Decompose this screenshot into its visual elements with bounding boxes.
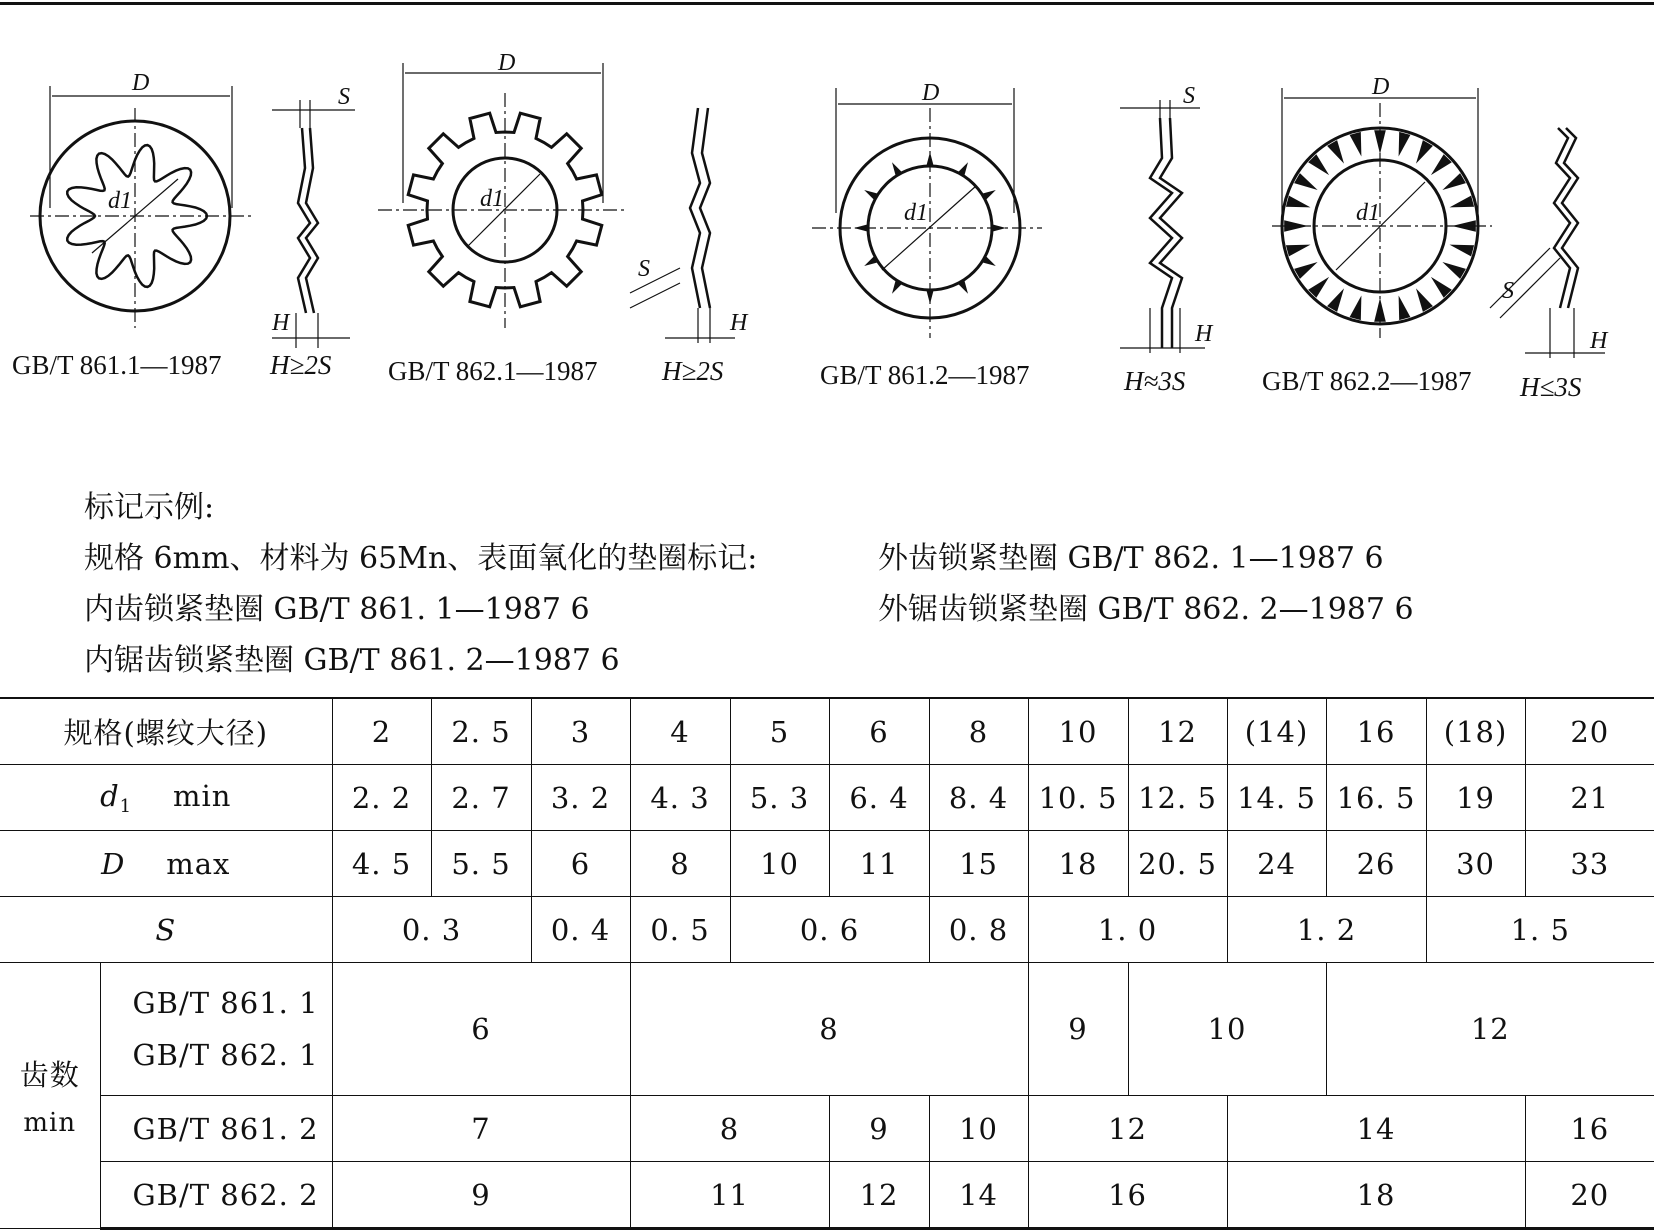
d1-label bbox=[0, 765, 332, 831]
d1-subscript: 1 bbox=[119, 795, 133, 817]
dim-d1-label: d1 bbox=[108, 188, 132, 214]
washer-862-1-drawing bbox=[380, 8, 780, 348]
teeth-c-cell: 12 bbox=[829, 1162, 929, 1229]
S-cell: 1. 0 bbox=[1028, 897, 1227, 963]
serration-tooth bbox=[1350, 132, 1362, 157]
dim-S-label: S bbox=[338, 84, 350, 110]
D-cell: 8 bbox=[630, 831, 730, 897]
d1-cell: 6. 4 bbox=[829, 765, 929, 831]
teeth-a-cell: 12 bbox=[1326, 963, 1654, 1096]
washer-861-1-drawing bbox=[0, 8, 380, 348]
D-cell: 15 bbox=[929, 831, 1028, 897]
teeth-b-cell: 9 bbox=[829, 1096, 929, 1162]
spec-table bbox=[0, 697, 1654, 1230]
figure-861-2 bbox=[800, 8, 1220, 362]
teeth-c-cell: 14 bbox=[929, 1162, 1028, 1229]
spec-cell: 6 bbox=[829, 698, 929, 765]
marking-line1-right: 外齿锁紧垫圈 GB/T 862. 1—1987 6 bbox=[878, 541, 1384, 576]
S-cell: 0. 3 bbox=[332, 897, 531, 963]
top-rule bbox=[0, 2, 1654, 5]
teeth-a-cell: 10 bbox=[1128, 963, 1326, 1096]
teeth-c-cell: 16 bbox=[1028, 1162, 1227, 1229]
D-row bbox=[0, 831, 1654, 897]
spec-cell: 8 bbox=[929, 698, 1028, 765]
teeth-c-cell: 20 bbox=[1525, 1162, 1654, 1229]
d1-cell: 4. 3 bbox=[630, 765, 730, 831]
std-861-2: GB/T 861. 2 bbox=[100, 1096, 332, 1162]
std-861-1: GB/T 861. 1 bbox=[132, 986, 319, 1020]
spec-cell: 16 bbox=[1326, 698, 1426, 765]
S-cell: 0. 8 bbox=[929, 897, 1028, 963]
marking-heading: 标记示例: bbox=[84, 490, 215, 525]
D-cell: 20. 5 bbox=[1128, 831, 1227, 897]
d1-symbol: d bbox=[100, 778, 120, 813]
S-cell: 0. 6 bbox=[730, 897, 929, 963]
d1-cell: 14. 5 bbox=[1227, 765, 1326, 831]
d1-qualifier: min bbox=[172, 778, 232, 813]
D-cell: 26 bbox=[1326, 831, 1426, 897]
figure-862-1-caption: GB/T 862.1—1987 bbox=[388, 356, 598, 386]
figure-862-2-h-note: H≤3S bbox=[1520, 372, 1582, 402]
figure-861-1-h-note: H≥2S bbox=[270, 350, 332, 380]
spec-cell: 2. 5 bbox=[431, 698, 531, 765]
D-cell: 24 bbox=[1227, 831, 1326, 897]
d1-cell: 3. 2 bbox=[531, 765, 630, 831]
dim-H-label: H bbox=[730, 310, 748, 336]
dim-D-label: D bbox=[1372, 74, 1390, 100]
dim-D-label: D bbox=[922, 80, 940, 106]
d1-cell: 10. 5 bbox=[1028, 765, 1128, 831]
figure-862-1-h-note: H≥2S bbox=[662, 356, 724, 386]
dim-S-label: S bbox=[1183, 83, 1195, 109]
teeth-row-c bbox=[0, 1162, 1654, 1229]
teeth-c-cell: 11 bbox=[630, 1162, 829, 1229]
dim-S-label: S bbox=[1502, 278, 1514, 304]
d1-cell: 16. 5 bbox=[1326, 765, 1426, 831]
serration-tooth bbox=[1399, 132, 1411, 157]
dim-d1-label: d1 bbox=[904, 200, 928, 226]
D-label bbox=[0, 831, 332, 897]
teeth-c-cell: 9 bbox=[332, 1162, 630, 1229]
serration-tooth bbox=[1286, 196, 1311, 208]
D-symbol: D bbox=[101, 846, 126, 881]
serration-tooth bbox=[1450, 196, 1475, 208]
spec-cell: (18) bbox=[1426, 698, 1525, 765]
spec-row bbox=[0, 698, 1654, 765]
serration-tooth bbox=[1399, 296, 1411, 321]
D-cell: 33 bbox=[1525, 831, 1654, 897]
marking-examples bbox=[84, 482, 1624, 686]
serration-tooth bbox=[1350, 296, 1362, 321]
marking-line3-left: 内锯齿锁紧垫圈 GB/T 861. 2—1987 6 bbox=[84, 643, 620, 678]
dim-d1-label: d1 bbox=[480, 186, 504, 212]
teeth-row-a bbox=[0, 963, 1654, 1096]
spec-cell: 3 bbox=[531, 698, 630, 765]
teeth-c-cell: 18 bbox=[1227, 1162, 1525, 1229]
teeth-b-cell: 8 bbox=[630, 1096, 829, 1162]
S-cell: 0. 4 bbox=[531, 897, 630, 963]
teeth-b-cell: 12 bbox=[1028, 1096, 1227, 1162]
spec-cell: 2 bbox=[332, 698, 431, 765]
d1-row bbox=[0, 765, 1654, 831]
figure-861-2-caption: GB/T 861.2—1987 bbox=[820, 360, 1030, 390]
dim-H-label: H bbox=[272, 310, 290, 336]
dim-H-label: H bbox=[1195, 321, 1213, 347]
d1-cell: 8. 4 bbox=[929, 765, 1028, 831]
teeth-label-min: min bbox=[23, 1108, 77, 1138]
dim-S-label: S bbox=[638, 256, 650, 282]
d1-cell: 21 bbox=[1525, 765, 1654, 831]
serration-tooth bbox=[1450, 245, 1475, 257]
dim-D-label: D bbox=[132, 70, 150, 96]
D-cell: 4. 5 bbox=[332, 831, 431, 897]
d1-cell: 19 bbox=[1426, 765, 1525, 831]
D-cell: 6 bbox=[531, 831, 630, 897]
S-cell: 1. 5 bbox=[1426, 897, 1654, 963]
d1-cell: 5. 3 bbox=[730, 765, 829, 831]
spec-cell: 12 bbox=[1128, 698, 1227, 765]
dim-D-label: D bbox=[498, 50, 516, 76]
teeth-b-cell: 14 bbox=[1227, 1096, 1525, 1162]
teeth-b-cell: 16 bbox=[1525, 1096, 1654, 1162]
teeth-row-b bbox=[0, 1096, 1654, 1162]
D-cell: 18 bbox=[1028, 831, 1128, 897]
figure-862-2 bbox=[1260, 8, 1654, 362]
S-row bbox=[0, 897, 1654, 963]
teeth-a-cell: 6 bbox=[332, 963, 630, 1096]
marking-line1-left: 规格 6mm、材料为 65Mn、表面氧化的垫圈标记: bbox=[84, 541, 758, 576]
spec-cell: 4 bbox=[630, 698, 730, 765]
teeth-a-cell: 8 bbox=[630, 963, 1028, 1096]
S-cell: 0. 5 bbox=[630, 897, 730, 963]
spec-cell: 10 bbox=[1028, 698, 1128, 765]
d1-cell: 12. 5 bbox=[1128, 765, 1227, 831]
marking-line2-right: 外锯齿锁紧垫圈 GB/T 862. 2—1987 6 bbox=[878, 592, 1414, 627]
D-cell: 30 bbox=[1426, 831, 1525, 897]
D-cell: 10 bbox=[730, 831, 829, 897]
spec-label: 规格(螺纹大径) bbox=[0, 698, 332, 765]
std-label-a bbox=[100, 963, 332, 1096]
figure-862-1 bbox=[380, 8, 780, 352]
washer-861-2-drawing bbox=[800, 8, 1220, 358]
spec-cell: 20 bbox=[1525, 698, 1654, 765]
serration-tooth bbox=[1286, 245, 1311, 257]
teeth-label bbox=[0, 963, 100, 1229]
std-862-2: GB/T 862. 2 bbox=[100, 1162, 332, 1229]
spec-cell: (14) bbox=[1227, 698, 1326, 765]
spec-cell: 5 bbox=[730, 698, 829, 765]
washer-862-2-drawing bbox=[1260, 8, 1654, 358]
figure-862-2-caption: GB/T 862.2—1987 bbox=[1262, 366, 1472, 396]
teeth-label-cn: 齿数 bbox=[19, 1058, 80, 1092]
D-cell: 11 bbox=[829, 831, 929, 897]
D-qualifier: max bbox=[166, 846, 231, 881]
teeth-a-cell: 9 bbox=[1028, 963, 1128, 1096]
S-cell: 1. 2 bbox=[1227, 897, 1426, 963]
std-862-1: GB/T 862. 1 bbox=[132, 1038, 319, 1072]
figure-861-2-h-note: H≈3S bbox=[1124, 366, 1186, 396]
teeth-b-cell: 7 bbox=[332, 1096, 630, 1162]
marking-line2-left: 内齿锁紧垫圈 GB/T 861. 1—1987 6 bbox=[84, 592, 590, 627]
figure-861-1-caption: GB/T 861.1—1987 bbox=[12, 350, 222, 380]
D-cell: 5. 5 bbox=[431, 831, 531, 897]
figure-861-1 bbox=[0, 8, 380, 352]
teeth-b-cell: 10 bbox=[929, 1096, 1028, 1162]
dim-H-label: H bbox=[1590, 328, 1608, 354]
dim-d1-label: d1 bbox=[1356, 200, 1380, 226]
d1-cell: 2. 2 bbox=[332, 765, 431, 831]
d1-cell: 2. 7 bbox=[431, 765, 531, 831]
S-label: S bbox=[0, 897, 332, 963]
